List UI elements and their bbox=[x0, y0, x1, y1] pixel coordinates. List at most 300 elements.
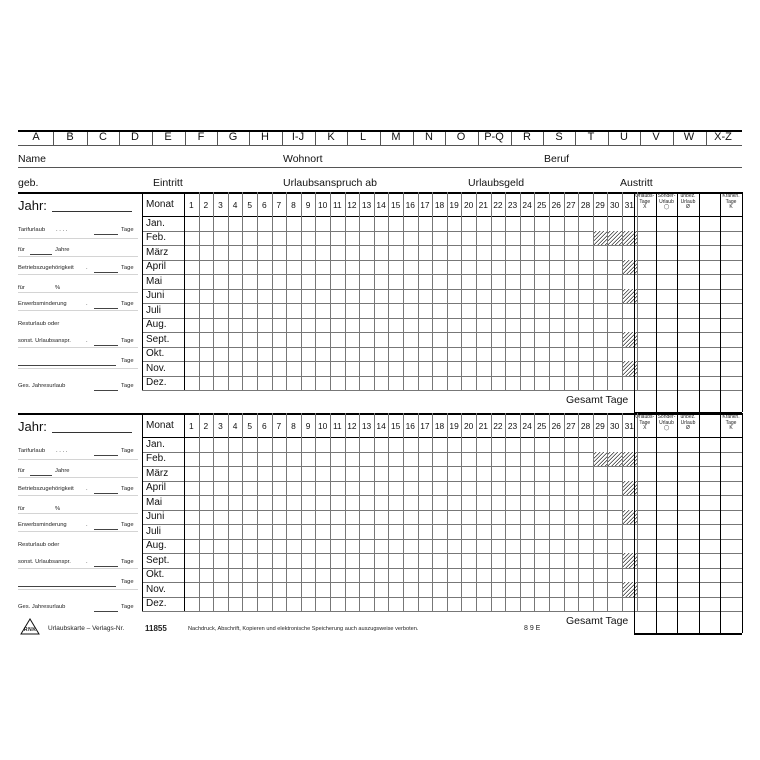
gesamt-total-cell[interactable] bbox=[634, 390, 657, 412]
side-input-line[interactable] bbox=[94, 308, 118, 309]
summary-cell[interactable] bbox=[656, 245, 677, 260]
day-cell[interactable] bbox=[491, 524, 506, 539]
day-cell[interactable] bbox=[432, 376, 447, 391]
day-cell[interactable] bbox=[272, 524, 287, 539]
day-cell[interactable] bbox=[520, 274, 535, 289]
gesamt-total-cell[interactable] bbox=[699, 611, 720, 633]
day-cell[interactable] bbox=[476, 553, 491, 568]
jahr-field[interactable] bbox=[52, 432, 132, 433]
day-cell[interactable] bbox=[286, 597, 301, 612]
day-cell[interactable] bbox=[593, 303, 608, 318]
day-cell[interactable] bbox=[359, 524, 374, 539]
summary-cell[interactable] bbox=[699, 318, 720, 333]
day-cell[interactable] bbox=[374, 568, 389, 583]
day-cell[interactable] bbox=[257, 466, 272, 481]
day-cell[interactable] bbox=[301, 568, 316, 583]
day-cell[interactable] bbox=[359, 245, 374, 260]
day-cell[interactable] bbox=[403, 245, 418, 260]
day-cell[interactable] bbox=[213, 539, 228, 554]
day-cell[interactable] bbox=[534, 376, 549, 391]
day-cell[interactable] bbox=[534, 437, 549, 452]
day-cell[interactable] bbox=[345, 274, 360, 289]
day-cell[interactable] bbox=[505, 597, 520, 612]
day-cell[interactable] bbox=[505, 289, 520, 304]
summary-cell[interactable] bbox=[720, 332, 742, 347]
summary-cell[interactable] bbox=[720, 303, 742, 318]
day-cell[interactable] bbox=[301, 376, 316, 391]
day-cell[interactable] bbox=[447, 437, 462, 452]
day-cell[interactable] bbox=[505, 361, 520, 376]
day-cell[interactable] bbox=[330, 582, 345, 597]
day-cell[interactable] bbox=[345, 582, 360, 597]
day-cell[interactable] bbox=[388, 481, 403, 496]
day-cell[interactable] bbox=[607, 437, 622, 452]
day-cell[interactable] bbox=[213, 318, 228, 333]
day-cell[interactable] bbox=[257, 376, 272, 391]
day-cell[interactable] bbox=[272, 553, 287, 568]
day-cell[interactable] bbox=[593, 216, 608, 231]
day-cell[interactable] bbox=[345, 524, 360, 539]
day-cell[interactable] bbox=[272, 245, 287, 260]
day-cell[interactable] bbox=[242, 318, 257, 333]
summary-cell[interactable] bbox=[677, 245, 699, 260]
day-cell[interactable] bbox=[418, 495, 433, 510]
day-cell[interactable] bbox=[418, 553, 433, 568]
day-cell[interactable] bbox=[374, 303, 389, 318]
day-cell[interactable] bbox=[578, 437, 593, 452]
day-cell[interactable] bbox=[418, 289, 433, 304]
summary-cell[interactable] bbox=[677, 481, 699, 496]
day-cell[interactable] bbox=[461, 216, 476, 231]
day-cell[interactable] bbox=[418, 245, 433, 260]
day-cell[interactable] bbox=[432, 231, 447, 246]
day-cell[interactable] bbox=[476, 245, 491, 260]
summary-cell[interactable] bbox=[699, 289, 720, 304]
day-cell[interactable] bbox=[286, 466, 301, 481]
day-cell[interactable] bbox=[447, 274, 462, 289]
day-cell[interactable] bbox=[257, 274, 272, 289]
gesamt-total-cell[interactable] bbox=[656, 611, 677, 633]
day-cell[interactable] bbox=[286, 332, 301, 347]
day-cell[interactable] bbox=[534, 452, 549, 467]
day-cell[interactable] bbox=[549, 274, 564, 289]
day-cell[interactable] bbox=[315, 582, 330, 597]
day-cell[interactable] bbox=[359, 260, 374, 275]
day-cell[interactable] bbox=[301, 231, 316, 246]
day-cell[interactable] bbox=[388, 437, 403, 452]
day-cell[interactable] bbox=[491, 568, 506, 583]
day-cell[interactable] bbox=[228, 332, 243, 347]
day-cell[interactable] bbox=[461, 510, 476, 525]
day-cell[interactable] bbox=[272, 437, 287, 452]
summary-cell[interactable] bbox=[720, 495, 742, 510]
day-cell[interactable] bbox=[228, 303, 243, 318]
day-cell[interactable] bbox=[257, 361, 272, 376]
summary-cell[interactable] bbox=[699, 376, 720, 391]
summary-cell[interactable] bbox=[720, 568, 742, 583]
day-cell[interactable] bbox=[272, 216, 287, 231]
summary-cell[interactable] bbox=[699, 332, 720, 347]
summary-cell[interactable] bbox=[656, 260, 677, 275]
day-cell[interactable] bbox=[564, 289, 579, 304]
day-cell[interactable] bbox=[447, 318, 462, 333]
day-cell[interactable] bbox=[578, 582, 593, 597]
day-cell[interactable] bbox=[228, 361, 243, 376]
summary-cell[interactable] bbox=[699, 568, 720, 583]
day-cell[interactable] bbox=[199, 539, 214, 554]
day-cell[interactable] bbox=[549, 466, 564, 481]
day-cell[interactable] bbox=[184, 524, 199, 539]
day-cell[interactable] bbox=[578, 216, 593, 231]
day-cell[interactable] bbox=[345, 318, 360, 333]
day-cell[interactable] bbox=[432, 260, 447, 275]
day-cell[interactable] bbox=[359, 437, 374, 452]
day-cell[interactable] bbox=[359, 361, 374, 376]
day-cell[interactable] bbox=[564, 466, 579, 481]
day-cell[interactable] bbox=[549, 361, 564, 376]
day-cell[interactable] bbox=[213, 568, 228, 583]
day-cell[interactable] bbox=[199, 318, 214, 333]
day-cell[interactable] bbox=[461, 361, 476, 376]
day-cell[interactable] bbox=[461, 303, 476, 318]
side-input-line[interactable] bbox=[94, 345, 118, 346]
day-cell[interactable] bbox=[578, 568, 593, 583]
day-cell[interactable] bbox=[447, 553, 462, 568]
day-cell[interactable] bbox=[520, 289, 535, 304]
day-cell[interactable] bbox=[447, 361, 462, 376]
day-cell[interactable] bbox=[213, 582, 228, 597]
summary-cell[interactable] bbox=[720, 437, 742, 452]
day-cell[interactable] bbox=[184, 216, 199, 231]
day-cell[interactable] bbox=[388, 303, 403, 318]
day-cell[interactable] bbox=[286, 510, 301, 525]
day-cell[interactable] bbox=[388, 361, 403, 376]
day-cell[interactable] bbox=[607, 582, 622, 597]
day-cell[interactable] bbox=[418, 303, 433, 318]
day-cell[interactable] bbox=[432, 452, 447, 467]
day-cell[interactable] bbox=[461, 318, 476, 333]
summary-cell[interactable] bbox=[656, 452, 677, 467]
day-cell[interactable] bbox=[199, 260, 214, 275]
day-cell[interactable] bbox=[199, 524, 214, 539]
day-cell[interactable] bbox=[345, 361, 360, 376]
day-cell[interactable] bbox=[213, 437, 228, 452]
day-cell[interactable] bbox=[476, 376, 491, 391]
day-cell[interactable] bbox=[447, 481, 462, 496]
day-cell[interactable] bbox=[432, 274, 447, 289]
side-input-line[interactable] bbox=[94, 234, 118, 235]
day-cell[interactable] bbox=[199, 274, 214, 289]
day-cell[interactable] bbox=[242, 466, 257, 481]
day-cell[interactable] bbox=[491, 332, 506, 347]
day-cell[interactable] bbox=[315, 437, 330, 452]
day-cell[interactable] bbox=[388, 539, 403, 554]
day-cell[interactable] bbox=[330, 495, 345, 510]
day-cell[interactable] bbox=[491, 216, 506, 231]
day-cell[interactable] bbox=[520, 231, 535, 246]
day-cell[interactable] bbox=[242, 510, 257, 525]
day-cell[interactable] bbox=[505, 260, 520, 275]
day-cell[interactable] bbox=[242, 231, 257, 246]
day-cell[interactable] bbox=[257, 289, 272, 304]
day-cell[interactable] bbox=[607, 539, 622, 554]
day-cell[interactable] bbox=[213, 260, 228, 275]
day-cell[interactable] bbox=[476, 437, 491, 452]
day-cell[interactable] bbox=[345, 539, 360, 554]
day-cell[interactable] bbox=[345, 216, 360, 231]
day-cell[interactable] bbox=[286, 452, 301, 467]
day-cell[interactable] bbox=[301, 597, 316, 612]
day-cell[interactable] bbox=[534, 245, 549, 260]
day-cell[interactable] bbox=[593, 466, 608, 481]
day-cell[interactable] bbox=[286, 495, 301, 510]
day-cell[interactable] bbox=[491, 347, 506, 362]
day-cell[interactable] bbox=[403, 303, 418, 318]
day-cell[interactable] bbox=[461, 231, 476, 246]
day-cell[interactable] bbox=[359, 231, 374, 246]
day-cell[interactable] bbox=[257, 332, 272, 347]
day-cell[interactable] bbox=[345, 347, 360, 362]
day-cell[interactable] bbox=[374, 347, 389, 362]
day-cell[interactable] bbox=[418, 568, 433, 583]
day-cell[interactable] bbox=[345, 452, 360, 467]
day-cell[interactable] bbox=[388, 553, 403, 568]
day-cell[interactable] bbox=[374, 376, 389, 391]
day-cell[interactable] bbox=[549, 495, 564, 510]
day-cell[interactable] bbox=[388, 216, 403, 231]
day-cell[interactable] bbox=[184, 539, 199, 554]
day-cell[interactable] bbox=[228, 289, 243, 304]
day-cell[interactable] bbox=[301, 303, 316, 318]
day-cell[interactable] bbox=[388, 245, 403, 260]
day-cell[interactable] bbox=[315, 303, 330, 318]
day-cell[interactable] bbox=[184, 582, 199, 597]
day-cell[interactable] bbox=[461, 597, 476, 612]
day-cell[interactable] bbox=[403, 347, 418, 362]
day-cell[interactable] bbox=[534, 582, 549, 597]
day-cell[interactable] bbox=[257, 318, 272, 333]
day-cell[interactable] bbox=[607, 568, 622, 583]
day-cell[interactable] bbox=[520, 495, 535, 510]
summary-cell[interactable] bbox=[699, 597, 720, 612]
day-cell[interactable] bbox=[491, 245, 506, 260]
day-cell[interactable] bbox=[520, 452, 535, 467]
summary-cell[interactable] bbox=[656, 466, 677, 481]
summary-cell[interactable] bbox=[699, 260, 720, 275]
day-cell[interactable] bbox=[491, 452, 506, 467]
day-cell[interactable] bbox=[388, 318, 403, 333]
summary-cell[interactable] bbox=[720, 582, 742, 597]
day-cell[interactable] bbox=[578, 466, 593, 481]
day-cell[interactable] bbox=[520, 437, 535, 452]
day-cell[interactable] bbox=[330, 318, 345, 333]
day-cell[interactable] bbox=[184, 481, 199, 496]
summary-cell[interactable] bbox=[677, 361, 699, 376]
day-cell[interactable] bbox=[607, 245, 622, 260]
day-cell[interactable] bbox=[505, 510, 520, 525]
day-cell[interactable] bbox=[491, 274, 506, 289]
summary-cell[interactable] bbox=[699, 303, 720, 318]
day-cell[interactable] bbox=[213, 332, 228, 347]
day-cell[interactable] bbox=[388, 510, 403, 525]
day-cell[interactable] bbox=[505, 231, 520, 246]
day-cell[interactable] bbox=[418, 539, 433, 554]
day-cell[interactable] bbox=[315, 231, 330, 246]
day-cell[interactable] bbox=[607, 510, 622, 525]
day-cell[interactable] bbox=[359, 495, 374, 510]
summary-cell[interactable] bbox=[677, 597, 699, 612]
day-cell[interactable] bbox=[476, 524, 491, 539]
day-cell[interactable] bbox=[242, 347, 257, 362]
day-cell[interactable] bbox=[549, 347, 564, 362]
day-cell[interactable] bbox=[184, 303, 199, 318]
day-cell[interactable] bbox=[549, 553, 564, 568]
summary-cell[interactable] bbox=[699, 495, 720, 510]
side-input-line[interactable] bbox=[30, 254, 52, 255]
day-cell[interactable] bbox=[593, 289, 608, 304]
day-cell[interactable] bbox=[374, 539, 389, 554]
day-cell[interactable] bbox=[345, 553, 360, 568]
summary-cell[interactable] bbox=[677, 582, 699, 597]
day-cell[interactable] bbox=[257, 524, 272, 539]
day-cell[interactable] bbox=[359, 568, 374, 583]
summary-cell[interactable] bbox=[720, 274, 742, 289]
day-cell[interactable] bbox=[272, 231, 287, 246]
summary-cell[interactable] bbox=[720, 289, 742, 304]
day-cell[interactable] bbox=[213, 245, 228, 260]
day-cell[interactable] bbox=[330, 539, 345, 554]
day-cell[interactable] bbox=[607, 289, 622, 304]
day-cell[interactable] bbox=[242, 597, 257, 612]
day-cell[interactable] bbox=[607, 303, 622, 318]
day-cell[interactable] bbox=[286, 524, 301, 539]
day-cell[interactable] bbox=[330, 289, 345, 304]
day-cell[interactable] bbox=[301, 452, 316, 467]
gesamt-total-cell[interactable] bbox=[720, 611, 742, 633]
day-cell[interactable] bbox=[228, 437, 243, 452]
day-cell[interactable] bbox=[272, 361, 287, 376]
day-cell[interactable] bbox=[432, 437, 447, 452]
day-cell[interactable] bbox=[549, 332, 564, 347]
day-cell[interactable] bbox=[549, 231, 564, 246]
day-cell[interactable] bbox=[374, 524, 389, 539]
day-cell[interactable] bbox=[564, 452, 579, 467]
day-cell[interactable] bbox=[184, 510, 199, 525]
day-cell[interactable] bbox=[403, 466, 418, 481]
side-input-line[interactable] bbox=[18, 365, 116, 366]
day-cell[interactable] bbox=[184, 568, 199, 583]
day-cell[interactable] bbox=[286, 553, 301, 568]
day-cell[interactable] bbox=[593, 582, 608, 597]
day-cell[interactable] bbox=[491, 361, 506, 376]
day-cell[interactable] bbox=[374, 582, 389, 597]
day-cell[interactable] bbox=[447, 452, 462, 467]
day-cell[interactable] bbox=[199, 347, 214, 362]
day-cell[interactable] bbox=[549, 260, 564, 275]
day-cell[interactable] bbox=[213, 553, 228, 568]
day-cell[interactable] bbox=[213, 452, 228, 467]
day-cell[interactable] bbox=[388, 289, 403, 304]
day-cell[interactable] bbox=[578, 260, 593, 275]
day-cell[interactable] bbox=[534, 347, 549, 362]
day-cell[interactable] bbox=[418, 437, 433, 452]
day-cell[interactable] bbox=[301, 510, 316, 525]
summary-cell[interactable] bbox=[656, 539, 677, 554]
day-cell[interactable] bbox=[199, 452, 214, 467]
day-cell[interactable] bbox=[330, 481, 345, 496]
summary-cell[interactable] bbox=[677, 553, 699, 568]
day-cell[interactable] bbox=[607, 318, 622, 333]
day-cell[interactable] bbox=[374, 361, 389, 376]
day-cell[interactable] bbox=[184, 376, 199, 391]
summary-cell[interactable] bbox=[720, 361, 742, 376]
day-cell[interactable] bbox=[359, 376, 374, 391]
day-cell[interactable] bbox=[461, 274, 476, 289]
day-cell[interactable] bbox=[607, 524, 622, 539]
day-cell[interactable] bbox=[564, 231, 579, 246]
day-cell[interactable] bbox=[345, 466, 360, 481]
summary-cell[interactable] bbox=[677, 289, 699, 304]
day-cell[interactable] bbox=[403, 495, 418, 510]
day-cell[interactable] bbox=[447, 216, 462, 231]
day-cell[interactable] bbox=[476, 332, 491, 347]
day-cell[interactable] bbox=[330, 303, 345, 318]
side-input-line[interactable] bbox=[94, 390, 118, 391]
day-cell[interactable] bbox=[447, 597, 462, 612]
day-cell[interactable] bbox=[607, 347, 622, 362]
day-cell[interactable] bbox=[505, 347, 520, 362]
day-cell[interactable] bbox=[257, 245, 272, 260]
day-cell[interactable] bbox=[301, 260, 316, 275]
day-cell[interactable] bbox=[578, 553, 593, 568]
day-cell[interactable] bbox=[388, 347, 403, 362]
day-cell[interactable] bbox=[491, 582, 506, 597]
day-cell[interactable] bbox=[374, 289, 389, 304]
day-cell[interactable] bbox=[199, 245, 214, 260]
summary-cell[interactable] bbox=[720, 231, 742, 246]
summary-cell[interactable] bbox=[720, 245, 742, 260]
summary-cell[interactable] bbox=[699, 437, 720, 452]
day-cell[interactable] bbox=[564, 347, 579, 362]
day-cell[interactable] bbox=[374, 216, 389, 231]
day-cell[interactable] bbox=[461, 582, 476, 597]
summary-cell[interactable] bbox=[656, 437, 677, 452]
day-cell[interactable] bbox=[403, 437, 418, 452]
side-input-line[interactable] bbox=[94, 272, 118, 273]
summary-cell[interactable] bbox=[677, 510, 699, 525]
day-cell[interactable] bbox=[286, 568, 301, 583]
day-cell[interactable] bbox=[520, 303, 535, 318]
day-cell[interactable] bbox=[345, 510, 360, 525]
day-cell[interactable] bbox=[345, 245, 360, 260]
summary-cell[interactable] bbox=[720, 318, 742, 333]
day-cell[interactable] bbox=[184, 318, 199, 333]
day-cell[interactable] bbox=[534, 597, 549, 612]
day-cell[interactable] bbox=[330, 452, 345, 467]
day-cell[interactable] bbox=[491, 303, 506, 318]
day-cell[interactable] bbox=[520, 597, 535, 612]
day-cell[interactable] bbox=[374, 231, 389, 246]
day-cell[interactable] bbox=[564, 510, 579, 525]
day-cell[interactable] bbox=[257, 597, 272, 612]
summary-cell[interactable] bbox=[699, 274, 720, 289]
day-cell[interactable] bbox=[388, 332, 403, 347]
day-cell[interactable] bbox=[432, 245, 447, 260]
day-cell[interactable] bbox=[447, 582, 462, 597]
day-cell[interactable] bbox=[578, 347, 593, 362]
day-cell[interactable] bbox=[491, 495, 506, 510]
day-cell[interactable] bbox=[491, 231, 506, 246]
